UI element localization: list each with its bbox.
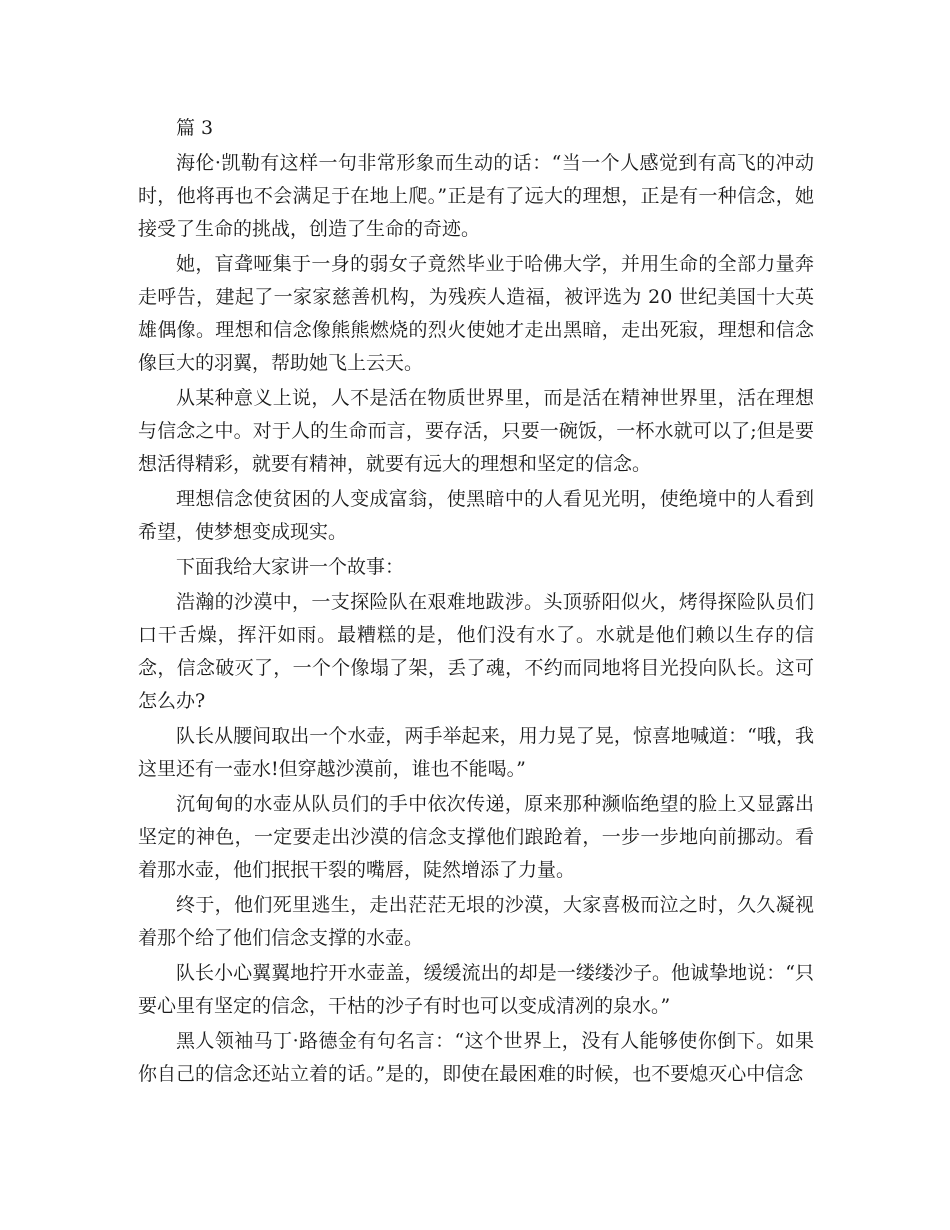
paragraph: 队长小心翼翼地拧开水壶盖，缓缓流出的却是一缕缕沙子。他诚挚地说：“只要心里有坚定的信念，干枯的沙子有时也可以变成清冽的泉水。” xyxy=(138,962,814,1017)
section-heading: 篇 3 xyxy=(176,117,214,139)
paragraph: 终于，他们死里逃生，走出茫茫无垠的沙漠，大家喜极而泣之时，久久凝视着那个给了他们信念支撑的水壶。 xyxy=(138,894,814,949)
paragraph: 队长从腰间取出一个水壶，两手举起来，用力晃了晃，惊喜地喊道：“哦，我这里还有一壶水!但穿越沙漠前，谁也不能喝。” xyxy=(138,725,814,780)
paragraph: 浩瀚的沙漠中，一支探险队在艰难地跋涉。头顶骄阳似火，烤得探险队员们口干舌燥，挥汗如雨。最糟糕的是，他们没有水了。水就是他们赖以生存的信念，信念破灭了，一个个像塌了架，丢了魂，不约而同地将目光投向队长。这可怎么办? xyxy=(138,591,814,712)
paragraph: 沉甸甸的水壶从队员们的手中依次传递，原来那种濒临绝望的脸上又显露出坚定的神色，一定要走出沙漠的信念支撑他们踉跄着，一步一步地向前挪动。看着那水壶，他们抿抿干裂的嘴唇，陡然增添了力量。 xyxy=(138,793,814,881)
paragraph: 海伦·凯勒有这样一句非常形象而生动的话：“当一个人感觉到有高飞的冲动时，他将再也不会满足于在地上爬。”正是有了远大的理想，正是有一种信念，她接受了生命的挑战，创造了生命的奇迹。 xyxy=(138,152,814,240)
paragraph: 从某种意义上说，人不是活在物质世界里，而是活在精神世界里，活在理想与信念之中。对于人的生命而言，要存活，只要一碗饭，一杯水就可以了;但是要想活得精彩，就要有精神，就要有远大的理想和坚定的信念。 xyxy=(138,387,814,475)
paragraph: 黑人领袖马丁·路德金有句名言：“这个世界上，没有人能够使你倒下。如果你自己的信念还站立着的话。”是的，即使在最困难的时候，也不要熄灭心中信念 xyxy=(138,1030,814,1085)
paragraph: 她，盲聋哑集于一身的弱女子竟然毕业于哈佛大学，并用生命的全部力量奔走呼告，建起了一家家慈善机构，为残疾人造福，被评选为 20 世纪美国十大英雄偶像。理想和信念像熊熊燃烧的烈火使她才走出黑暗，走出死寂，理想和信念像巨大的羽翼，帮助她飞上云天。 xyxy=(138,253,814,374)
paragraph: 下面我给大家讲一个故事： xyxy=(176,556,405,578)
paragraph: 理想信念使贫困的人变成富翁，使黑暗中的人看见光明，使绝境中的人看到希望，使梦想变成现实。 xyxy=(138,488,814,543)
document-body xyxy=(138,112,814,1093)
